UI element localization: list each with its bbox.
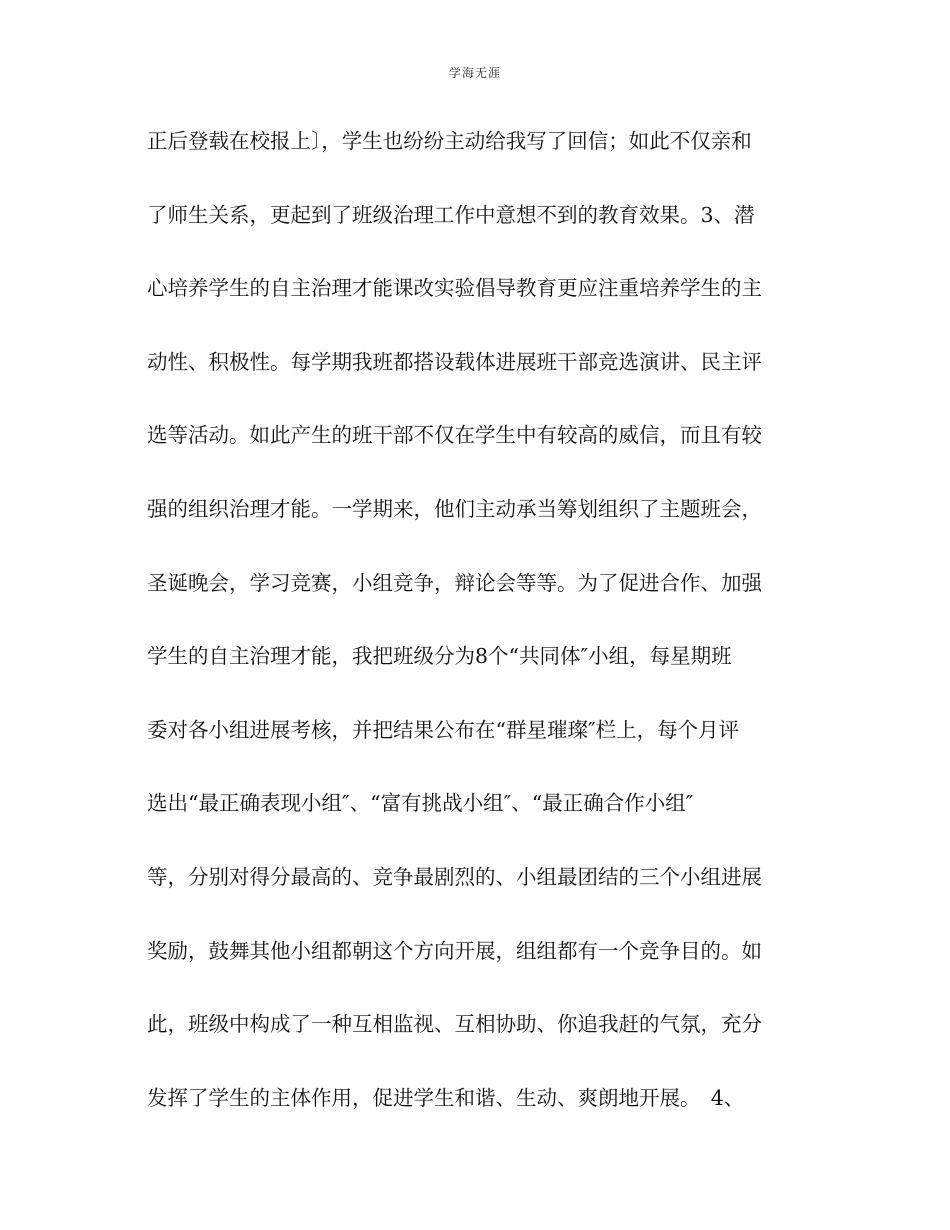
text-line: 圣诞晚会，学习竞赛，小组竞争，辩论会等等。为了促进合作、加强 bbox=[147, 570, 762, 595]
text-line: 发挥了学生的主体作用，促进学生和谐、生动、爽朗地开展。 4、 bbox=[147, 1085, 745, 1110]
text-line: 等，分别对得分最高的、竞争最剧烈的、小组最团结的三个小组进展 bbox=[147, 864, 762, 889]
text-line: 心培养学生的自主治理才能课改实验倡导教育更应注重培养学生的主 bbox=[147, 276, 762, 301]
text-line: 正后登载在校报上〕，学生也纷纷主动给我写了回信；如此不仅亲和 bbox=[147, 129, 752, 153]
text-line: 选等活动。如此产生的班干部不仅在学生中有较高的威信，而且有较 bbox=[147, 423, 762, 448]
text-line: 学生的自主治理才能，我把班级分为8个“共同体″小组，每星期班 bbox=[147, 644, 732, 669]
text-line: 奖励，鼓舞其他小组都朝这个方向开展，组组都有一个竞争目的。如 bbox=[147, 938, 762, 963]
text-line: 此，班级中构成了一种互相监视、互相协助、你追我赶的气氛，充分 bbox=[147, 1012, 762, 1037]
text-line: 动性、积极性。每学期我班都搭设载体进展班干部竞选演讲、民主评 bbox=[147, 349, 762, 374]
page-header: 学海无涯 bbox=[448, 66, 501, 80]
text-line: 委对各小组进展考核，并把结果公布在“群星璀璨″栏上，每个月评 bbox=[147, 717, 740, 742]
body-text bbox=[147, 121, 807, 1151]
text-line: 了师生关系，更起到了班级治理工作中意想不到的教育效果。3、潜 bbox=[147, 202, 755, 227]
text-line: 选出“最正确表现小组″、“富有挑战小组″、“最正确合作小组″ bbox=[147, 791, 694, 816]
text-line: 强的组织治理才能。一学期来，他们主动承当筹划组织了主题班会， bbox=[147, 496, 762, 521]
